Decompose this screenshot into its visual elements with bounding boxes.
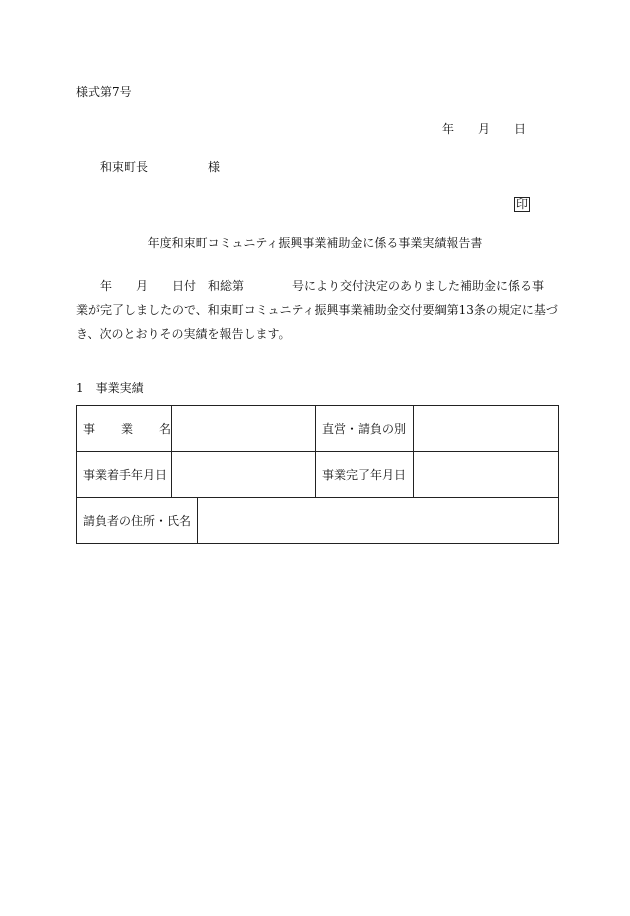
date-month: 月 [478, 122, 491, 136]
body-line-2: 業が完了しましたので、和束町コミュニティ振興事業補助金交付要綱第13条の規定に基づ [76, 303, 558, 317]
project-name-label: 事業名 [77, 406, 172, 452]
body-paragraph [76, 274, 558, 346]
project-result-table [76, 405, 559, 544]
start-date-label: 事業着手年月日 [77, 452, 172, 498]
body-line-1: 年 月 日付 和総第 号により交付決定のありました補助金に係る事 [76, 279, 545, 293]
completion-date-field[interactable] [414, 452, 559, 498]
seal-mark: 印 [516, 197, 529, 211]
form-number: 様式第7号 [76, 85, 132, 99]
date-day: 日 [514, 122, 527, 136]
completion-date-label: 事業完了年月日 [316, 452, 414, 498]
date-line [442, 122, 526, 136]
start-date-field[interactable] [172, 452, 316, 498]
direct-or-contract-label: 直営・請負の別 [316, 406, 414, 452]
recipient: 和束町長 様 [100, 160, 221, 174]
table-row [77, 498, 559, 544]
contractor-label: 請負者の住所・氏名 [77, 498, 198, 544]
date-year: 年 [442, 122, 455, 136]
direct-or-contract-field[interactable] [414, 406, 559, 452]
contractor-field[interactable] [198, 498, 559, 544]
table-row [77, 406, 559, 452]
table-row [77, 452, 559, 498]
body-line-3: き、次のとおりその実績を報告します。 [76, 327, 291, 341]
document-title: 年度和束町コミュニティ振興事業補助金に係る事業実績報告書 [147, 236, 483, 250]
section-heading: 1 事業実績 [76, 381, 144, 395]
